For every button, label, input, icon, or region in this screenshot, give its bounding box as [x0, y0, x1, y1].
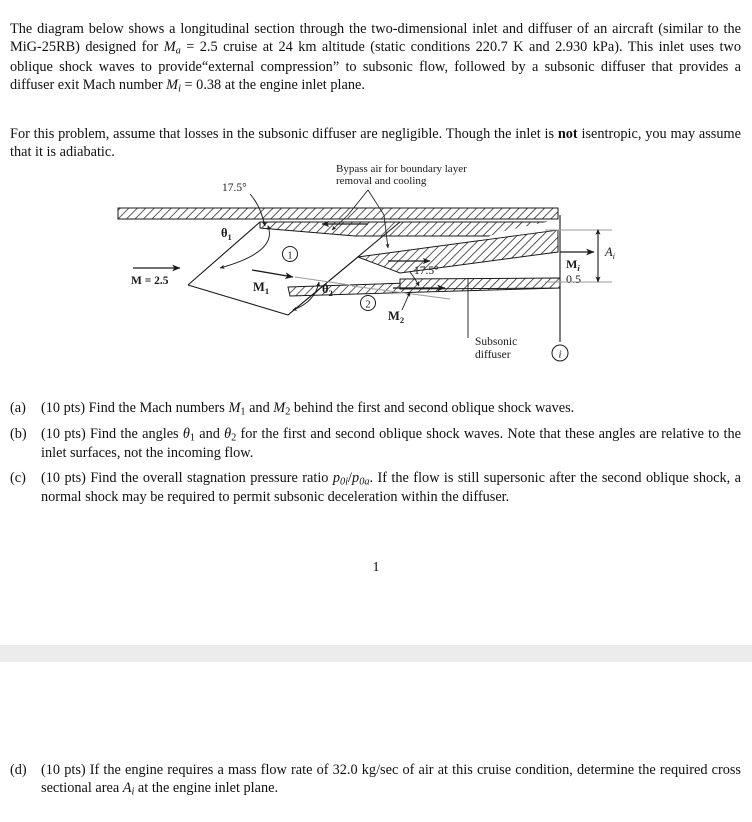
mach-2-leader [402, 292, 410, 310]
ramp-angle-2-label: 17.5° [414, 265, 439, 277]
subsonic-diffuser-label-line2: diffuser [475, 349, 511, 361]
theta-1-label: $\theta_1$ [221, 226, 232, 242]
question-item [10, 470, 741, 507]
assumption-paragraph: For this problem, assume that losses in the subsonic diffuser are negligible. Though the inlet is not isentropic, you may assume that it is adiabatic. [10, 126, 741, 161]
bypass-air-label-line1: Bypass air for boundary layer [336, 163, 467, 175]
first-shock-lower-extension [188, 285, 288, 315]
question-label: (a) [10, 400, 26, 416]
mach-1-label: $M_1$ [253, 280, 270, 296]
upper-fuselage-surface [118, 208, 558, 219]
question-text: (10 pts) Find the Mach numbers M1 and M2 behind the first and second oblique shock waves. [41, 400, 575, 418]
page-number: 1 [372, 560, 380, 575]
question-item [10, 762, 741, 799]
question-label: (c) [10, 469, 26, 486]
page-separator [0, 645, 752, 662]
freestream-mach-label: M = 2.5 [131, 275, 169, 287]
ramp-angle-1-label: 17.5° [222, 182, 247, 194]
question-label: (d) [10, 762, 27, 778]
subsonic-diffuser-label-line1: Subsonic [475, 336, 518, 348]
station-i-marker [552, 345, 568, 361]
question-text: (10 pts) Find the overall stagnation pressure ratio $p_{0i}/p_{0a}$. If the flow is still supersonic after the second oblique shock, a normal shock may be required to permit subsonic deceleration within the diffuser. [41, 469, 741, 506]
document-page-2 [0, 662, 752, 822]
mach-i-value: 0.5 [566, 272, 581, 286]
bypass-air-label-line2: removal and cooling [336, 175, 427, 187]
mach-1-arrow [252, 270, 293, 277]
intro-paragraph: The diagram below shows a longitudinal section through the two-dimensional inlet and diffuser of an aircraft (similar to the MiG-25RB) designed for $M_a = 2.5$ cruise at 24 km altitude (static conditions 220.7 K and 2.930 kPa). This inlet uses two oblique shock waves to provide“external compression” to subsonic flow, followed by a subsonic diffuser that provides a diffuser exit Mach number $M_i = 0.38$ at the engine inlet plane. [10, 21, 741, 95]
svg-text:i: i [558, 348, 562, 361]
question-list-page-2 [10, 762, 741, 806]
region-1-marker [283, 247, 298, 262]
question-label: (b) [10, 425, 27, 442]
mach-2-label: $M_2$ [388, 309, 405, 325]
question-item [10, 426, 741, 463]
mach-i-label: $M_i$ [566, 257, 580, 273]
svg-text:1: 1 [287, 250, 293, 262]
region-2-marker [361, 296, 376, 311]
question-text: (10 pts) Find the angles θ1 and θ2 for the first and second oblique shock waves. Note that these angles are relative to the inlet surfaces, not the incoming flow. [41, 425, 741, 462]
question-item [10, 400, 741, 419]
area-i-label: $A_i$ [605, 245, 616, 261]
question-text: (10 pts) If the engine requires a mass flow rate of 32.0 kg/sec of air at this cruise condition, determine the required cross sectional area $A_i$ at the engine inlet plane. [41, 762, 741, 798]
question-list-page-1 [10, 400, 741, 514]
inlet-diffuser-diagram [100, 160, 660, 380]
theta-2-label: $\theta_2$ [322, 282, 333, 298]
svg-text:2: 2 [365, 299, 371, 311]
